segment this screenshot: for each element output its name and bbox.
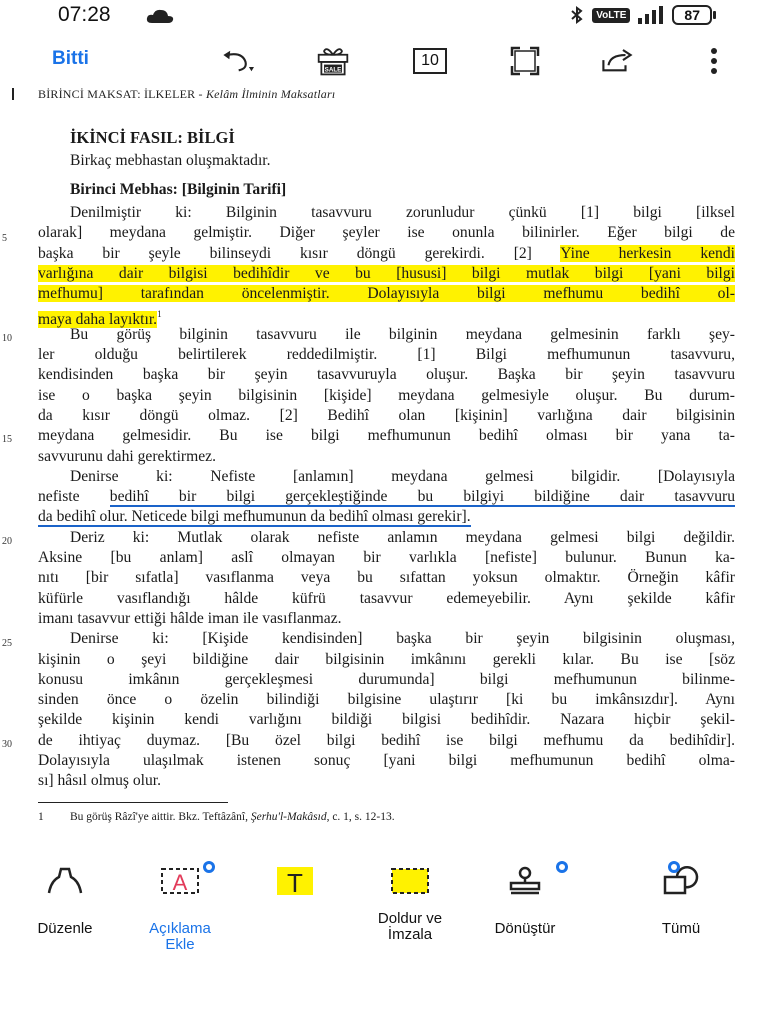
text-line: meydana gelmesidir. Bu ise bilgi mefhumunun bedihî olması bir yana ta- bbox=[38, 427, 735, 445]
document-page[interactable] bbox=[0, 84, 768, 824]
text-line: ler olduğu belirtilerek reddedilmiştir. [1] Bilgi mefhumunun tasavvuru, bbox=[38, 346, 735, 364]
pro-badge-icon bbox=[203, 861, 215, 873]
text-icon-glyph: T bbox=[287, 868, 303, 897]
annotate-tool-label: Açıklama Ekle bbox=[149, 920, 211, 953]
cloud-icon bbox=[145, 8, 175, 24]
underlined-text[interactable]: bedihî bir bilgi gerçekleştiğinde bu bilgiyi bildiğine dair tasavvuru bbox=[109, 488, 735, 506]
section-title: Birinci Mebhas: [Bilginin Tarifi] bbox=[70, 181, 287, 198]
edit-tool-icon bbox=[45, 865, 85, 897]
all-tools-button[interactable] bbox=[616, 855, 746, 937]
text-line: de ihtiyaç duymaz. [Bu özel bilgi bedihî ise bilgi mefhumu da bedihîdir]. bbox=[38, 731, 735, 749]
undo-icon[interactable] bbox=[220, 44, 254, 78]
volte-badge: VoLTE bbox=[592, 8, 630, 23]
chapter-heading: İKİNCİ FASIL: BİLGİ bbox=[70, 128, 235, 147]
running-head: BİRİNCİ MAKSAT: İLKELER - Kelâm İlminin Maksatları bbox=[38, 87, 336, 101]
annotate-tool-icon bbox=[158, 865, 202, 897]
text-line: Dolayısıyla ulaşılmak istenen sonuç [yani bilgi mefhumunun bedihî olma- bbox=[38, 752, 735, 770]
text-line: başka bir şeyle bilinseydi kısır döngü gerekirdi. [2] Yine herkesin kendi bbox=[38, 244, 735, 262]
text-line: kendisinden başka bir şeyin tasavvuruyla oluşur. Başka bir şeyin tasavvuru bbox=[38, 366, 735, 384]
text-line: nıtı [bir sıfatla] vasıflanma veya bu sıfattan yoksun olmaktır. Örneğin kâfir bbox=[38, 569, 735, 587]
battery-indicator: 87 bbox=[672, 5, 712, 25]
highlighted-text[interactable]: mefhumu] tarafından öncelenmiştir. Dolayısıyla bilgi mefhumu bedihî ol- bbox=[38, 285, 735, 303]
text-line: Denilmiştir ki: Bilginin tasavvuru zorunludur çünkü [1] bilgi [ilksel bbox=[70, 204, 735, 221]
convert-tool-label: Dönüştür bbox=[494, 920, 556, 937]
text-line bbox=[38, 264, 735, 284]
signal-icon bbox=[638, 6, 664, 24]
sale-label: SALE bbox=[324, 66, 342, 74]
chapter-subline: Birkaç mebhastan oluşmaktadır. bbox=[70, 152, 271, 169]
done-button[interactable]: Bitti bbox=[52, 48, 89, 69]
fill-sign-label: Doldur ve İmzala bbox=[377, 910, 443, 943]
bluetooth-icon bbox=[570, 6, 584, 24]
gift-sale-icon[interactable] bbox=[316, 44, 350, 78]
text-line bbox=[38, 304, 735, 328]
convert-tool-button[interactable] bbox=[460, 855, 590, 937]
text-line: kişinin o şeyi bildiğine dair bilgisinin imkânını gerekli kılar. Bu ise [söz bbox=[38, 650, 735, 668]
annotate-tool-button[interactable] bbox=[115, 855, 245, 953]
text-line: Deriz ki: Mutlak olarak nefiste anlamın meydana gelmesi bilgi değildir. bbox=[70, 528, 735, 546]
fill-sign-icon bbox=[388, 865, 432, 897]
text-line: Denirse ki: [Kişide kendisinden] başka bir şeyin bilgisinin oluşması, bbox=[70, 630, 735, 648]
text-line: konusu imkânın gerçekleşmesi durumunda] bilgi mefhumunun bilinme- bbox=[38, 670, 735, 688]
annotate-icon-glyph: A bbox=[172, 870, 188, 895]
line-number: 25 bbox=[2, 638, 12, 649]
text-line: Denirse ki: Nefiste [anlamın] meydana gelmesi bilgidir. [Dolayısıyla bbox=[70, 467, 735, 485]
line-number: 10 bbox=[2, 333, 12, 344]
fill-sign-tool-button[interactable] bbox=[345, 855, 475, 943]
page-number: 10 bbox=[413, 48, 447, 74]
text-line bbox=[38, 284, 735, 304]
line-number: 15 bbox=[2, 434, 12, 445]
highlighted-text[interactable]: Yine herkesin kendi bbox=[560, 244, 735, 262]
text-line: Bu görüş bilginin tasavvuru ile bilginin meydana gelmesinin farklı şey- bbox=[70, 325, 735, 343]
fullscreen-icon[interactable] bbox=[508, 44, 542, 78]
pro-badge-icon bbox=[556, 861, 568, 873]
footnote: 1 Bu görüş Râzî'ye aittir. Bkz. Teftâzânî, Şerhu'l-Makâsıd, c. 1, s. 12-13. bbox=[38, 811, 395, 823]
underlined-text[interactable]: da bedihî olur. Neticede bilgi mefhumunun da bedihî olması gerekir]. bbox=[38, 508, 471, 526]
text-line bbox=[38, 507, 735, 527]
all-tools-label: Tümü bbox=[661, 920, 701, 937]
shapes-icon bbox=[659, 865, 703, 897]
text-line: ise o başka şeyin bilgisinin [kişide] meydana gelmesiyle oluşur. Bu durum- bbox=[38, 386, 735, 404]
line-number: 30 bbox=[2, 739, 12, 750]
status-time: 07:28 bbox=[58, 3, 111, 26]
footnote-divider bbox=[38, 802, 228, 803]
text-tool-button[interactable] bbox=[230, 855, 360, 907]
line-number: 20 bbox=[2, 536, 12, 547]
edit-tool-button[interactable] bbox=[0, 855, 130, 937]
footnote-ref: 1 bbox=[157, 309, 162, 320]
body-text bbox=[38, 203, 735, 792]
top-toolbar bbox=[0, 40, 768, 84]
text-line: savvurunu dahi gerektirmez. bbox=[38, 447, 216, 465]
text-line: sı] hâsıl olmuş olur. bbox=[38, 772, 162, 790]
margin-bar bbox=[12, 88, 14, 100]
stamp-icon bbox=[505, 865, 545, 897]
more-options-icon[interactable] bbox=[697, 44, 731, 78]
edit-tool-label: Düzenle bbox=[37, 920, 93, 937]
text-line: Aksine [bu anlam] aslî olmayan bir varlıkla [nefiste] bulunur. Bunun ka- bbox=[38, 549, 735, 567]
text-line: olarak] meydana gelmiştir. Diğer şeyler ise onunla bilinirler. Eğer bilgi de bbox=[38, 224, 735, 242]
text-line: imanı tasavvur ettiği hâlde iman ile vasıflanmaz. bbox=[38, 609, 342, 627]
share-icon[interactable] bbox=[600, 44, 634, 78]
highlighted-text[interactable]: maya daha layıktır. bbox=[38, 310, 158, 328]
text-line: küfürle vasıflandığı hâlde küfrü tasavvur edemeyebilir. Aynı şekilde kâfir bbox=[38, 589, 735, 607]
status-bar bbox=[0, 0, 768, 34]
text-line: şekilde kişinin kendi varlığını bildiği bilgisi bedihîdir. Nazara hiçbir şekil- bbox=[38, 711, 735, 729]
text-line: sinden önce o özelin bilindiği bilgisine ulaştırır [ki bu imkânsızdır]. Aynı bbox=[38, 691, 735, 709]
pro-badge-icon bbox=[668, 861, 680, 873]
page-number-button[interactable] bbox=[413, 44, 447, 78]
text-line: da kısır döngü olmaz. [2] Bedihî olan [kişinin] varlığına dair bilgisinin bbox=[38, 406, 735, 424]
text-line: nefiste bedihî bir bilgi gerçekleştiğinde bu bilgiyi bildiğine dair tasavvuru bbox=[38, 488, 735, 506]
line-number: 5 bbox=[2, 233, 7, 244]
bottom-toolbar bbox=[0, 855, 768, 965]
text-tool-icon bbox=[273, 865, 317, 897]
highlighted-text[interactable]: varlığına dair bilgisi bedihîdir ve bu [hususi] bilgi mutlak bilgi [yani bilgi bbox=[38, 264, 735, 282]
